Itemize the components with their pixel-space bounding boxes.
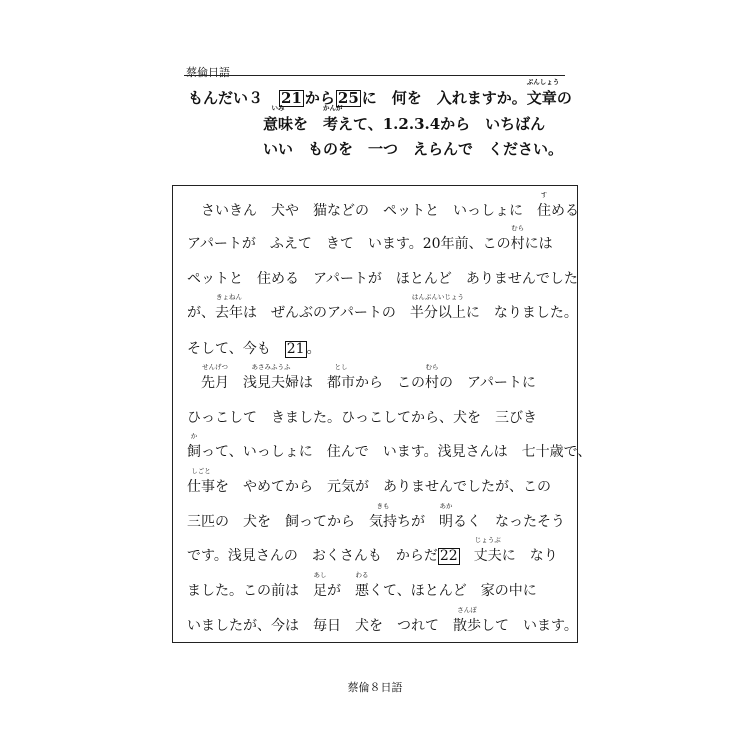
ruby-base: 都市: [327, 375, 355, 391]
text-segment: には: [524, 236, 553, 252]
ruby-word: [187, 432, 201, 461]
ruby-reading: むら: [511, 224, 525, 232]
ruby-reading: とし: [334, 363, 348, 371]
text-segment: から この: [355, 375, 425, 391]
question-text: を: [293, 115, 324, 133]
ruby-base: 半分以上: [409, 305, 466, 321]
ruby-reading: むら: [425, 363, 439, 371]
text-segment: アパートが ふえて きて います。20年前、この: [187, 236, 511, 252]
text-segment: [229, 375, 243, 391]
ruby-reading: わる: [355, 571, 369, 579]
text-segment: ちが: [397, 514, 439, 530]
ruby-reading: あか: [439, 502, 453, 510]
text-segment: が、: [187, 305, 215, 321]
header-rule: [184, 75, 565, 76]
text-segment: るく なったそう: [453, 514, 565, 530]
question-line-3: いい ものを 一つ えらんで ください。: [263, 140, 564, 158]
ruby-base: 住: [537, 203, 551, 219]
passage-line: [187, 606, 578, 635]
ruby-reading: す: [540, 191, 548, 199]
text-segment: って、いっしょに 住んで います。浅見さんは 七十歳で、: [201, 444, 592, 460]
ruby-reading: せんげつ: [202, 363, 228, 371]
ruby-word: [187, 467, 215, 496]
ruby-reading: あし: [313, 571, 327, 579]
passage-line: [187, 340, 321, 358]
question-text: の: [556, 89, 572, 107]
ruby-reading: はんぶんいじょう: [411, 293, 464, 301]
ruby-reading: じょうぶ: [474, 536, 501, 544]
ruby-word: [526, 78, 560, 107]
text-segment: さいきん 犬や 猫などの ペットと いっしょに: [201, 203, 537, 219]
question-line-1: [188, 78, 572, 107]
question-text: に 何を 入れますか。: [361, 89, 527, 107]
ruby-reading: しごと: [191, 467, 211, 475]
text-segment: です。浅見さんの おくさんも からだ: [187, 548, 438, 564]
text-segment: して います。: [481, 618, 578, 634]
ruby-word: [263, 104, 294, 133]
ruby-reading: かんが: [323, 104, 343, 112]
text-segment: を やめてから 元気が ありませんでしたが、この: [215, 479, 551, 495]
passage-line: ペットと 住める アパートが ほとんど ありませんでした: [187, 271, 578, 287]
ruby-word: [313, 571, 327, 600]
text-segment: の アパートに: [439, 375, 536, 391]
ruby-base: 意味: [263, 115, 294, 133]
blank-box-25: 25: [337, 89, 359, 107]
text-segment: は ぜんぶのアパートの: [243, 305, 410, 321]
question-prefix: もんだい３: [188, 89, 279, 107]
ruby-word: [453, 606, 481, 635]
ruby-reading: あさみふうふ: [251, 363, 291, 371]
blank-box-21: 21: [281, 89, 302, 107]
ruby-base: 文章: [526, 89, 557, 107]
ruby-reading: きょねん: [216, 293, 242, 301]
ruby-word: [201, 363, 229, 392]
ruby-base: 村: [510, 236, 525, 252]
ruby-word: [243, 363, 299, 392]
ruby-word: [439, 502, 453, 531]
ruby-word: [323, 104, 343, 133]
ruby-reading: か: [190, 432, 198, 440]
passage-line: [187, 536, 558, 565]
blank-box-21: 21: [286, 341, 305, 357]
blank-box-22: 22: [439, 548, 458, 564]
ruby-reading: ぶんしょう: [526, 78, 560, 86]
ruby-base: 去年: [215, 305, 243, 321]
passage-line: [187, 293, 578, 322]
passage-line: [187, 467, 551, 496]
ruby-word: [355, 571, 369, 600]
ruby-base: 足: [313, 583, 327, 599]
passage-line: [201, 363, 536, 392]
ruby-base: 散歩: [453, 618, 481, 634]
ruby-base: 村: [425, 375, 439, 391]
ruby-word: [537, 191, 551, 220]
ruby-base: 先月: [201, 375, 229, 391]
reading-passage: [172, 185, 592, 643]
text-segment: 。: [306, 341, 321, 357]
question-from: から: [304, 89, 335, 107]
ruby-base: 仕事: [187, 479, 215, 495]
ruby-word: [215, 293, 243, 322]
text-segment: そして、今も: [187, 341, 285, 357]
ruby-word: [425, 363, 439, 392]
passage-line: [187, 224, 553, 253]
ruby-base: 悪: [355, 583, 369, 599]
ruby-base: 丈夫: [473, 548, 502, 564]
passage-line: [187, 432, 592, 461]
passage-line: ひっこして きました。ひっこしてから、犬を 三びき: [187, 410, 537, 426]
text-segment: くて、ほとんど 家の中に: [369, 583, 537, 599]
ruby-word: [327, 363, 355, 392]
ruby-base: 考: [323, 115, 339, 133]
ruby-word: [473, 536, 502, 565]
text-segment: が: [327, 583, 355, 599]
text-segment: に なりました。: [465, 305, 578, 321]
ruby-base: 飼: [187, 444, 201, 460]
ruby-word: [369, 502, 397, 531]
footer-label: 蔡倫８日語: [347, 681, 403, 694]
ruby-base: 明: [439, 514, 453, 530]
text-segment: に なり: [501, 548, 558, 564]
question-line-2: [263, 104, 546, 133]
passage-line: [201, 191, 579, 220]
passage-line: [187, 571, 537, 600]
ruby-reading: さんぽ: [457, 606, 477, 614]
question-text: えて、1.2.3.4から いちばん: [338, 115, 546, 133]
ruby-reading: きも: [376, 502, 390, 510]
ruby-base: 浅見夫婦: [243, 375, 299, 391]
text-segment: は: [299, 375, 327, 391]
header-label: 蔡倫日語: [186, 66, 230, 79]
passage-line: [187, 502, 565, 531]
text-segment: 三匹の 犬を 飼ってから: [187, 514, 369, 530]
ruby-base: 気持: [369, 514, 397, 530]
text-segment: ました。この前は: [187, 583, 313, 599]
text-segment: める: [551, 203, 579, 219]
ruby-word: [510, 224, 525, 253]
text-segment: [460, 548, 474, 564]
ruby-word: [409, 293, 466, 322]
ruby-reading: いみ: [271, 104, 285, 112]
text-segment: いましたが、今は 毎日 犬を つれて: [187, 618, 453, 634]
